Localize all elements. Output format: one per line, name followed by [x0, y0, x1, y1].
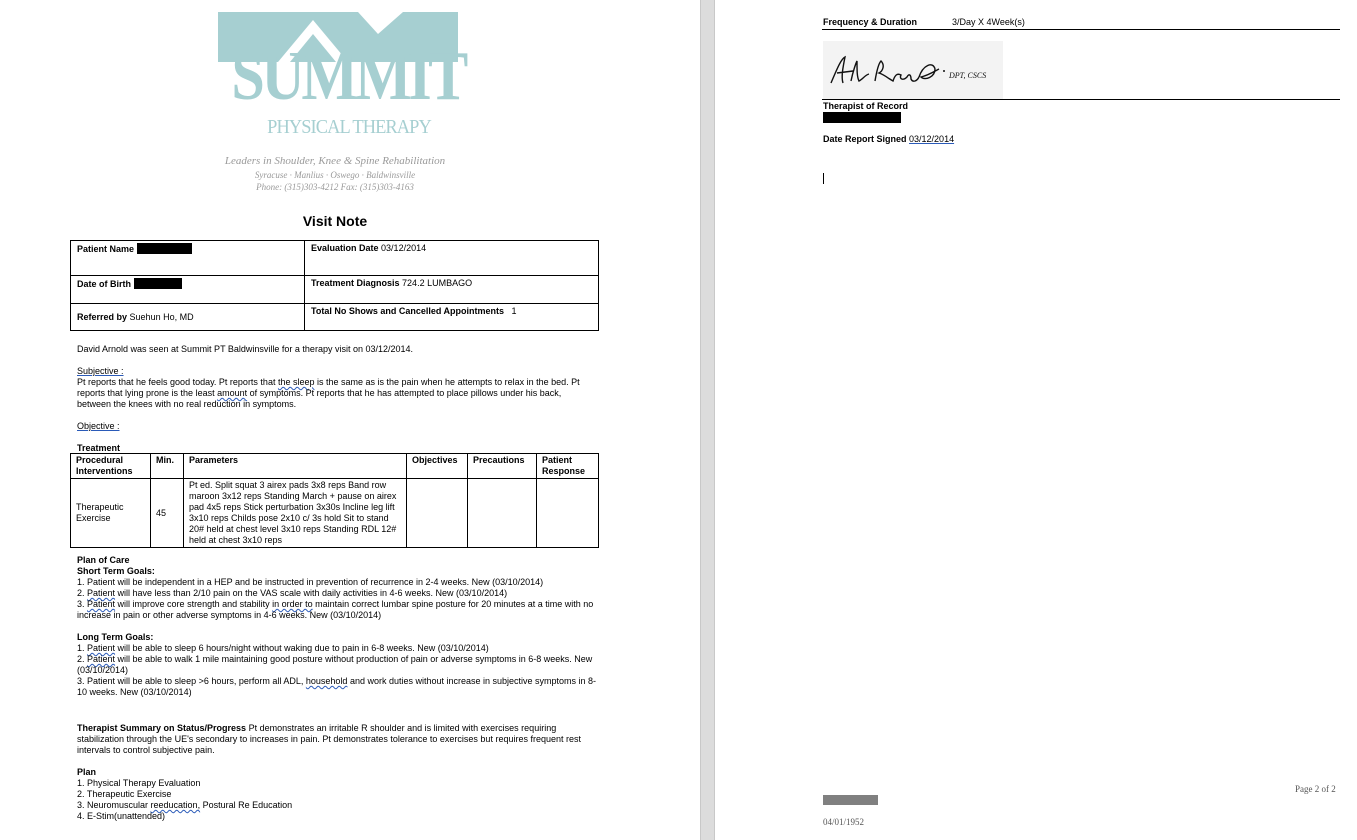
col-header-precautions: Precautions [468, 454, 537, 479]
objectives-cell [407, 479, 468, 548]
col-header-parameters: Parameters [184, 454, 407, 479]
frequency-label: Frequency & Duration [823, 17, 918, 27]
patient-name-cell [71, 241, 305, 276]
tagline: Leaders in Shoulder, Knee & Spine Rehabilitation [224, 155, 446, 167]
parameters-cell: Pt ed. Split squat 3 airex pads 3x8 reps Band row maroon 3x12 reps Standing March + pause on airex pad 4x5 reps Stick perturbation 3x30s Incline leg lift 3x10 reps Childs pose 2x10 c/ 3s hold Sit to stand 20# held at chest level 3x10 reps Standing RDL 12# held at chest 3x10 reps [184, 479, 407, 548]
divider [822, 99, 1340, 100]
date-signed-row [823, 134, 954, 144]
plan-heading: Plan [77, 767, 97, 777]
redacted-therapist-name [823, 112, 901, 123]
treatment-heading: Treatment [77, 443, 121, 453]
page-gutter [700, 0, 715, 840]
footer-date: 04/01/1952 [823, 817, 865, 827]
no-shows-cell [305, 304, 599, 331]
logo-sub-text: PHYSICAL THERAPY [267, 116, 431, 138]
logo-main-text: SUMMIT [231, 38, 465, 115]
evaluation-date-cell [305, 241, 599, 276]
redacted-patient-name [137, 243, 192, 254]
date-signed-label: Date Report Signed [823, 134, 907, 144]
col-header-objectives: Objectives [407, 454, 468, 479]
stg-heading: Short Term Goals: [77, 566, 155, 576]
redacted-footer [823, 795, 878, 805]
therapist-summary [77, 723, 597, 756]
minutes-cell: 45 [151, 479, 184, 548]
col-header-response: Patient Response [537, 454, 599, 479]
referred-by-value: Suehun Ho, MD [129, 312, 194, 322]
ltg-item-1: 1. Patient will be able to sleep 6 hours/night without waking due to pain in 6-8 weeks. New (03/10/2014) [77, 643, 489, 653]
plan-section [77, 767, 597, 822]
divider [822, 29, 1340, 30]
intervention-cell: Therapeutic Exercise [71, 479, 151, 548]
col-header-interventions: Procedural Interventions [71, 454, 151, 479]
evaluation-date-value: 03/12/2014 [381, 243, 427, 253]
plan-item-1: 1. Physical Therapy Evaluation [77, 778, 201, 788]
signature-icon [823, 41, 1003, 99]
summary-text: Pt demonstrates an irritable R shoulder and is limited with exercises requiring stabilization through the UE's secondary to increases in pain. Pt demonstrates tolerance to exercises but requires frequent rest intervals to control subjective pain. [77, 723, 581, 755]
page-title: Visit Note [302, 213, 368, 229]
plan-item-3: 3. Neuromuscular reeducation, Postural Re Education [77, 800, 293, 810]
date-signed-value: 03/12/2014 [909, 134, 955, 144]
stg-item-2: 2. Patient will have less than 2/10 pain on the VAS scale with daily activities in 4-6 weeks. New (03/10/2014) [77, 588, 508, 598]
page-number: Page 2 of 2 [1295, 784, 1336, 794]
precautions-cell [468, 479, 537, 548]
referred-by-cell [71, 304, 305, 331]
treatment-diagnosis-cell [305, 276, 599, 304]
therapist-label: Therapist of Record [823, 101, 909, 111]
frequency-value: 3/Day X 4Week(s) [952, 17, 1025, 27]
document-page-2 [715, 0, 1357, 840]
col-header-min: Min. [151, 454, 184, 479]
treatment-diagnosis-value: 724.2 LUMBAGO [402, 278, 473, 288]
plan-item-4: 4. E-Stim(unattended) [77, 811, 166, 821]
table-row [71, 479, 599, 548]
evaluation-date-label: Evaluation Date [311, 243, 379, 253]
stg-item-1: 1. Patient will be independent in a HEP and be instructed in prevention of recurrence in 2-4 weeks. New (03/10/2014) [77, 577, 544, 587]
patient-name-label: Patient Name [77, 244, 135, 254]
ltg-section [77, 632, 597, 698]
subjective-text: Pt reports that he feels good today. Pt reports that the sleep is the same as is the pain when he attempts to relax in the bed. Pt reports that lying prone is the least amount of symptoms. Pt reports that he has attempted to place pillows under his back, between the knees with no real reduction in symptoms. [77, 377, 580, 409]
plan-of-care-section [77, 555, 597, 621]
locations: Syracuse · Manlius · Oswego · Baldwinsville [254, 170, 416, 180]
phone-fax: Phone: (315)303-4212 Fax: (315)303-4163 [256, 182, 414, 192]
treatment-table [70, 453, 599, 548]
patient-info-table [70, 240, 599, 331]
signature-image [823, 41, 1003, 99]
dob-cell [71, 276, 305, 304]
ltg-heading: Long Term Goals: [77, 632, 154, 642]
referred-by-label: Referred by [77, 312, 128, 322]
ltg-item-3: 3. Patient will be able to sleep >6 hours, perform all ADL, household and work duties without increase in subjective symptoms in 8-10 weeks. New (03/10/2014) [77, 676, 597, 697]
plan-item-2: 2. Therapeutic Exercise [77, 789, 172, 799]
summary-heading: Therapist Summary on Status/Progress [77, 723, 247, 733]
no-shows-label: Total No Shows and Cancelled Appointments [311, 306, 505, 316]
plan-of-care-heading: Plan of Care [77, 555, 130, 565]
summit-logo [198, 12, 465, 148]
text-cursor [823, 173, 824, 184]
signature-credentials: DPT, CSCS [949, 71, 987, 80]
redacted-dob [134, 278, 182, 289]
subjective-heading: Subjective : [77, 366, 124, 376]
objective-heading: Objective : [77, 421, 120, 431]
dob-label: Date of Birth [77, 279, 131, 289]
ltg-item-2: 2. Patient will be able to walk 1 mile maintaining good posture without production of pain or adverse symptoms in 6-8 weeks. New (03/10/2014) [77, 654, 593, 675]
treatment-diagnosis-label: Treatment Diagnosis [311, 278, 400, 288]
stg-item-3: 3. Patient will improve core strength and stability in order to maintain correct lumbar spine posture for 20 minutes at a time with no increase in pain or other adverse symptoms in 4-6 weeks. New (03/10/2014) [77, 599, 594, 620]
response-cell [537, 479, 599, 548]
no-shows-value: 1 [511, 306, 517, 316]
intro-text: David Arnold was seen at Summit PT Baldwinsville for a therapy visit on 03/12/2014. [77, 344, 414, 354]
